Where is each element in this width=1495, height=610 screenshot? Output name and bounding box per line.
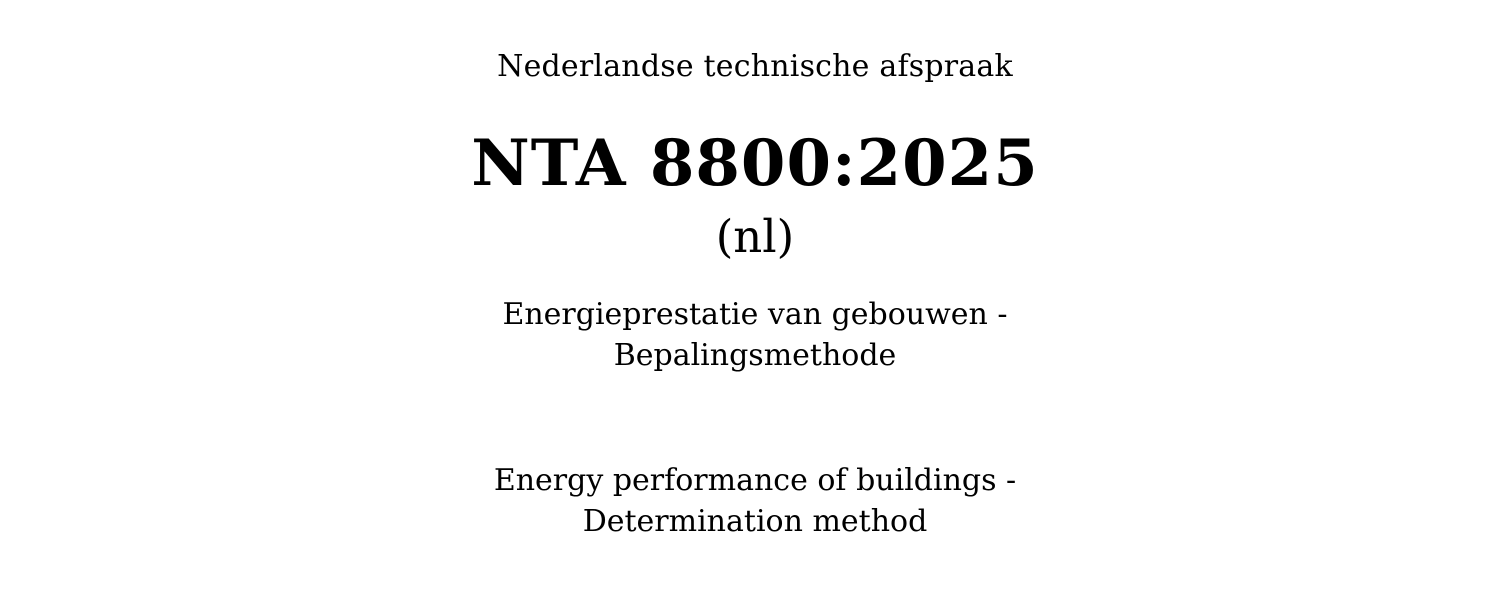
- document-type: Nederlandse technische afspraak: [497, 49, 1013, 84]
- english-title-line-2: Determination method: [582, 504, 928, 539]
- document-language: (nl): [715, 210, 795, 263]
- english-title-line-1: Energy performance of buildings -: [493, 463, 1017, 498]
- document-number: NTA 8800:2025: [471, 126, 1039, 201]
- dutch-title-line-2: Bepalingsmethode: [613, 338, 897, 373]
- dutch-title-line-1: Energieprestatie van gebouwen -: [502, 297, 1008, 332]
